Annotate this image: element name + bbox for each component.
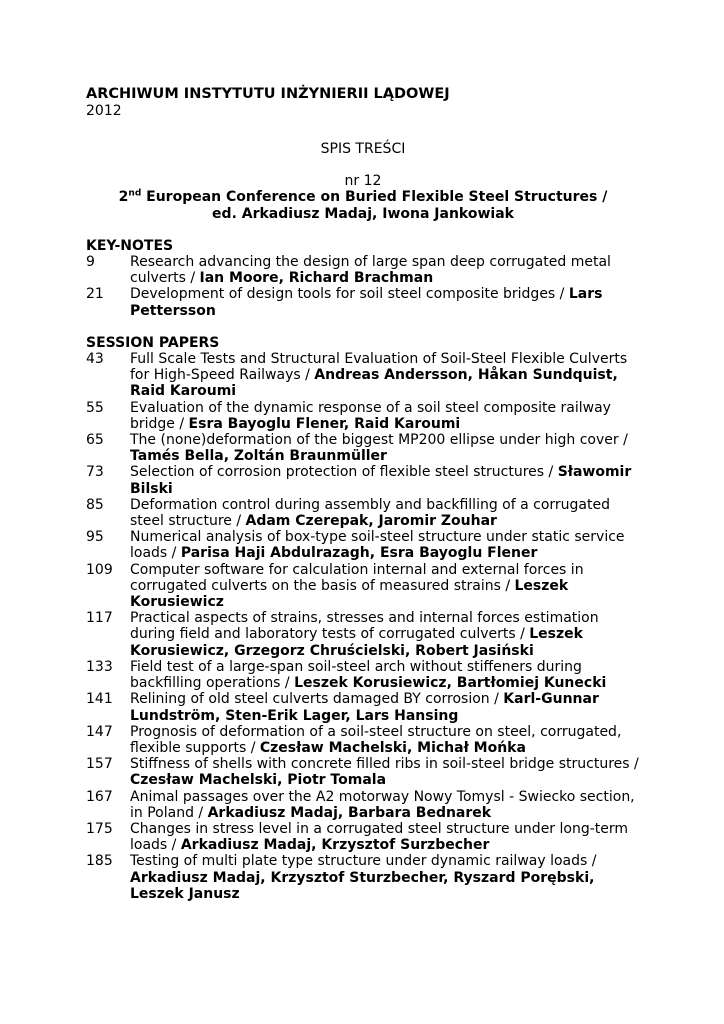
toc-entry — [86, 254, 640, 286]
toc-authors: Arkadiusz Madaj, Krzysztof Sturzbecher, Ryszard Porębski, Leszek Janusz — [130, 869, 595, 902]
toc-title: Practical aspects of strains, stresses and internal forces estimation during field and laboratory tests of corrugated culverts / — [130, 610, 599, 643]
toc-authors: Tamés Bella, Zoltán Braunmüller — [130, 448, 387, 465]
session-papers-list — [86, 351, 640, 902]
toc-authors: Leszek Korusiewicz — [130, 577, 569, 611]
toc-authors: Leszek Korusiewicz, Grzegorz Chruścielski, Robert Jasiński — [130, 626, 583, 659]
toc-entry — [86, 562, 640, 611]
toc-entry-text — [130, 497, 640, 529]
toc-page-number: 85 — [86, 496, 104, 513]
toc-entry-text — [130, 659, 640, 691]
toc-page-number: 73 — [86, 464, 104, 481]
toc-authors: Czesław Machelski, Piotr Tomala — [130, 772, 387, 789]
toc-authors: Arkadiusz Madaj, Barbara Bednarek — [207, 804, 492, 821]
toc-title: Selection of corrosion protection of flexible steel structures / — [130, 464, 558, 481]
toc-entry-text — [130, 254, 640, 286]
toc-page-number: 117 — [86, 610, 113, 627]
toc-title: Full Scale Tests and Structural Evaluation of Soil-Steel Flexible Culverts for High-Speed Railways / — [130, 351, 628, 384]
toc-title: Relining of old steel culverts damaged BY corrosion / — [130, 691, 504, 708]
toc-entry-text — [130, 610, 640, 659]
toc-authors: Lars Pettersson — [130, 286, 603, 319]
toc-page-number: 147 — [86, 723, 113, 740]
toc-entry-text — [130, 464, 640, 496]
keynotes-list — [86, 254, 640, 319]
toc-page-number: 55 — [86, 399, 104, 416]
toc-authors: Arkadiusz Madaj, Krzysztof Surzbecher — [180, 837, 490, 854]
toc-authors: Ian Moore, Richard Brachman — [199, 270, 434, 287]
toc-entry — [86, 400, 640, 432]
document-page — [86, 86, 640, 902]
toc-page-number: 21 — [86, 286, 104, 303]
toc-entry — [86, 432, 640, 464]
conference-title — [86, 189, 640, 205]
toc-entry-text — [130, 432, 640, 464]
toc-entry — [86, 529, 640, 561]
toc-entry — [86, 497, 640, 529]
toc-entry-text — [130, 724, 640, 756]
toc-title: Field test of a large-span soil-steel arch without stiffeners during backfilling operations / — [130, 658, 582, 692]
toc-title: The (none)deformation of the biggest MP200 ellipse under high cover / — [130, 432, 628, 449]
toc-page-number: 175 — [86, 820, 113, 837]
toc-entry-text — [130, 286, 640, 318]
keynotes-heading: KEY-NOTES — [86, 237, 174, 254]
toc-entry — [86, 464, 640, 496]
toc-page-number: 167 — [86, 788, 113, 805]
toc-authors: Czesław Machelski, Michał Mońka — [259, 739, 526, 756]
toc-title: Numerical analysis of box-type soil-steel structure under static service loads / — [130, 529, 625, 562]
toc-entry-text — [130, 789, 640, 821]
toc-entry-text — [130, 400, 640, 432]
toc-authors: Esra Bayoglu Flener, Raid Karoumi — [188, 415, 461, 432]
toc-entry-text — [130, 691, 640, 723]
conference-number: 2 — [118, 189, 129, 206]
toc-page-number: 43 — [86, 351, 104, 368]
journal-title: ARCHIWUM INSTYTUTU INŻYNIERII LĄDOWEJ — [86, 86, 450, 102]
toc-entry — [86, 351, 640, 400]
toc-title: Prognosis of deformation of a soil-steel structure on steel, corrugated, flexible supports / — [130, 723, 622, 756]
toc-page-number: 9 — [86, 254, 95, 271]
toc-title: Changes in stress level in a corrugated steel structure under long-term loads / — [130, 820, 629, 854]
toc-entry — [86, 853, 640, 902]
toc-entry — [86, 691, 640, 723]
toc-entry — [86, 286, 640, 318]
conference-ordinal-suffix: nd — [128, 188, 142, 199]
toc-page-number: 109 — [86, 561, 113, 578]
toc-entry — [86, 756, 640, 788]
toc-authors: Parisa Haji Abdulrazagh, Esra Bayoglu Flener — [180, 545, 538, 562]
toc-entry-text — [130, 351, 640, 400]
toc-title: Testing of multi plate type structure under dynamic railway loads / — [130, 853, 597, 870]
session-papers-heading: SESSION PAPERS — [86, 334, 220, 351]
toc-entry — [86, 610, 640, 659]
toc-entry — [86, 789, 640, 821]
toc-entry-text — [130, 821, 640, 853]
toc-title: Development of design tools for soil steel composite bridges / — [130, 286, 569, 303]
toc-title: Deformation control during assembly and backfilling of a corrugated steel structure / — [130, 496, 610, 530]
publication-year: 2012 — [86, 103, 122, 119]
toc-title: Animal passages over the A2 motorway Nowy Tomysl - Swiecko section, in Poland / — [130, 788, 635, 821]
toc-authors: Sławomir Bilski — [130, 464, 632, 497]
toc-authors: Adam Czerepak, Jaromir Zouhar — [245, 513, 497, 530]
toc-authors: Leszek Korusiewicz, Bartłomiej Kunecki — [294, 675, 607, 692]
toc-authors: Karl-Gunnar Lundström, Sten-Erik Lager, Lars Hansing — [130, 691, 599, 724]
toc-page-number: 185 — [86, 853, 113, 870]
toc-page-number: 157 — [86, 756, 113, 773]
toc-page-number: 95 — [86, 529, 104, 546]
toc-entry — [86, 724, 640, 756]
toc-entry-text — [130, 529, 640, 561]
toc-title: Computer software for calculation internal and external forces in corrugated culverts on the basis of measured strains / — [130, 561, 584, 594]
toc-entry-text — [130, 853, 640, 902]
toc-entry-text — [130, 756, 640, 788]
toc-title: Stiffness of shells with concrete filled ribs in soil-steel bridge structures / — [130, 756, 639, 773]
toc-title: Research advancing the design of large span deep corrugated metal culverts / — [130, 254, 611, 287]
contents-label: SPIS TREŚCI — [320, 141, 406, 157]
toc-page-number: 133 — [86, 658, 113, 675]
toc-page-number: 141 — [86, 691, 113, 708]
toc-authors: Andreas Andersson, Håkan Sundquist, Raid Karoumi — [130, 367, 618, 400]
editors-line: ed. Arkadiusz Madaj, Iwona Jankowiak — [212, 205, 514, 222]
toc-title: Evaluation of the dynamic response of a soil steel composite railway bridge / — [130, 399, 611, 432]
toc-entry — [86, 659, 640, 691]
toc-entry — [86, 821, 640, 853]
toc-page-number: 65 — [86, 432, 104, 449]
conference-title-text: European Conference on Buried Flexible Steel Structures / — [141, 189, 608, 206]
issue-number: nr 12 — [344, 173, 382, 190]
toc-entry-text — [130, 562, 640, 611]
